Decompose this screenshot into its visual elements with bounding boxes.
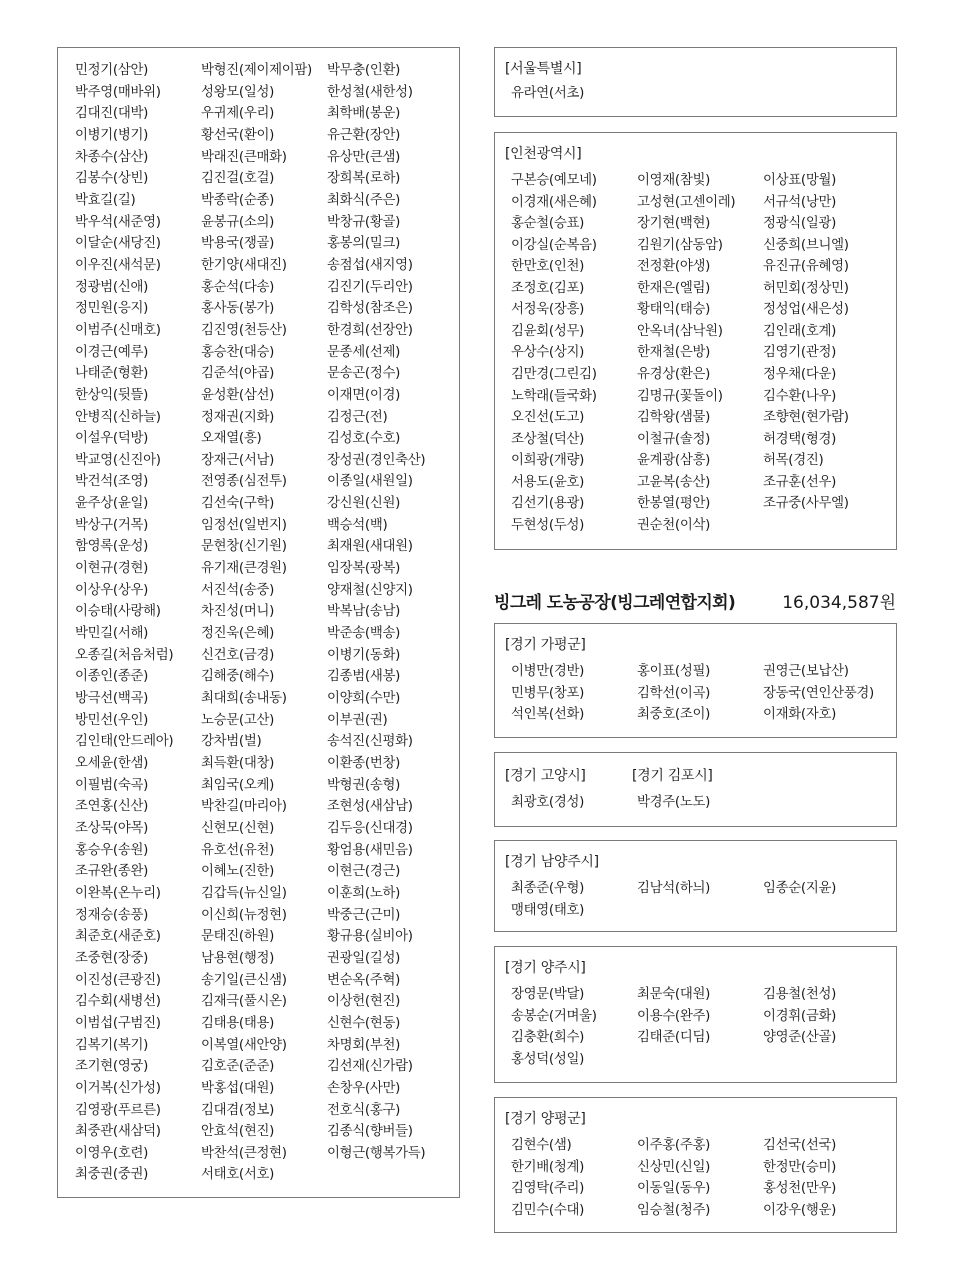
donor-name: 허민회(정상민) bbox=[763, 280, 849, 296]
donor-name: 신건호(금경) bbox=[201, 647, 275, 663]
section-title: 빙그레 도농공장(빙그레연합지회) bbox=[494, 593, 736, 613]
donor-name: 홍승우(송원) bbox=[75, 842, 149, 858]
donor-name: 조규완(종완) bbox=[75, 864, 149, 880]
donor-name: 오세윤(한샘) bbox=[75, 756, 149, 771]
donor-name: 노승문(고산) bbox=[201, 712, 275, 728]
donor-name: 임종순(지윤) bbox=[763, 881, 837, 896]
donor-name: 홍승찬(대승) bbox=[201, 344, 275, 360]
donor-name: 이경휘(금화) bbox=[763, 1008, 837, 1024]
donor-name: 유호선(유천) bbox=[201, 842, 275, 858]
donor-name: 한경희(선장안) bbox=[327, 322, 413, 338]
donor-name: 조중현(장중) bbox=[75, 950, 149, 966]
donor-name: 서정욱(장흥) bbox=[511, 302, 585, 318]
region-label: [인천광역시] bbox=[505, 146, 582, 162]
donor-name: 김선재(신가람) bbox=[327, 1059, 413, 1075]
donor-name: 조규훈(선우) bbox=[763, 474, 837, 490]
donor-name: 김정근(전) bbox=[327, 409, 388, 425]
donor-name: 이주홍(주홍) bbox=[637, 1138, 711, 1153]
donor-name: 김수환(나우) bbox=[763, 388, 837, 404]
donor-name: 조규중(사무엘) bbox=[763, 496, 849, 512]
donor-name: 김성호(수호) bbox=[327, 431, 401, 447]
left-column-3 bbox=[327, 60, 455, 1164]
donor-name: 송기일(큰신샘) bbox=[201, 972, 287, 988]
donor-name: 임승철(청주) bbox=[637, 1202, 711, 1218]
donor-name: 이강실(순복음) bbox=[511, 237, 597, 253]
donor-name: 문송곤(정수) bbox=[327, 366, 401, 382]
donor-name: 이희광(개량) bbox=[511, 453, 585, 469]
donor-name: 장재근(서남) bbox=[201, 452, 275, 468]
donor-name: 이설우(덕방) bbox=[75, 431, 149, 447]
donor-name: 유근환(장안) bbox=[327, 127, 401, 143]
donor-name: 이우진(새석문) bbox=[75, 257, 161, 273]
donor-name: 유기재(큰경원) bbox=[201, 561, 287, 577]
donor-name: 정우채(다운) bbox=[763, 366, 837, 382]
donor-name: 김태준(디딤) bbox=[637, 1030, 711, 1046]
donor-name: 전영종(심전투) bbox=[201, 474, 287, 490]
region-box-namyangju bbox=[494, 840, 897, 932]
donor-name: 박경주(노도) bbox=[637, 795, 711, 810]
donor-name: 서규석(낭만) bbox=[763, 194, 837, 210]
donor-name: 박찬석(큰정현) bbox=[201, 1145, 287, 1161]
donor-name: 문태진(하원) bbox=[201, 929, 275, 945]
region-box-gapyeong bbox=[494, 623, 897, 738]
donor-name: 김수회(새병선) bbox=[75, 994, 161, 1010]
region-box-goyang-gimpo bbox=[494, 752, 897, 827]
donor-name: 윤계광(삼흥) bbox=[637, 453, 711, 469]
donor-name: 유라연(서초) bbox=[511, 86, 585, 101]
donor-name: 김재극(풀시온) bbox=[201, 994, 287, 1010]
donor-name: 오진선(도고) bbox=[511, 410, 585, 426]
donor-name: 정민원(응지) bbox=[75, 301, 149, 317]
donor-name: 최광호(경성) bbox=[511, 795, 585, 810]
donor-name: 김인태(안드레아) bbox=[75, 734, 174, 750]
donor-name: 한재은(엘림) bbox=[637, 280, 711, 296]
donor-name: 안병직(신하늘) bbox=[75, 409, 161, 425]
region-label: [경기 양주시] bbox=[505, 960, 586, 976]
donor-name: 신중희(브니엘) bbox=[763, 237, 849, 253]
donor-name: 장기현(백현) bbox=[637, 216, 711, 232]
donor-name: 한만호(인천) bbox=[511, 259, 585, 275]
donor-name: 황엄용(새민음) bbox=[327, 842, 413, 858]
donor-name: 김대진(대박) bbox=[75, 106, 149, 122]
donor-name: 고윤복(송산) bbox=[637, 474, 711, 490]
donor-name: 이부권(권) bbox=[327, 712, 388, 728]
donor-name: 함영록(운성) bbox=[75, 539, 149, 555]
donor-name: 김진걸(호걸) bbox=[201, 171, 275, 187]
donor-name: 박형권(송형) bbox=[327, 777, 401, 793]
donor-name: 홍사동(봉가) bbox=[201, 301, 275, 317]
donor-name: 박형진(제이제이팜) bbox=[201, 63, 312, 78]
donor-name: 최중관(새삼덕) bbox=[75, 1124, 161, 1140]
donor-name: 김학선(이곡) bbox=[637, 685, 711, 701]
donor-name: 허목(경진) bbox=[763, 453, 824, 469]
donor-name: 이재면(이경) bbox=[327, 387, 401, 403]
donor-name: 이복열(새안양) bbox=[201, 1037, 287, 1053]
donor-name: 최준호(새준호) bbox=[75, 929, 161, 945]
donor-name: 박준송(백송) bbox=[327, 626, 401, 642]
donor-name: 이재화(자호) bbox=[763, 707, 837, 723]
donor-name: 민정기(삼안) bbox=[75, 63, 149, 78]
donor-name: 남용현(행정) bbox=[201, 950, 275, 966]
donor-name: 조향현(현가람) bbox=[763, 410, 849, 426]
donor-name: 나태준(형환) bbox=[75, 366, 149, 382]
donor-name: 양영준(산골) bbox=[763, 1030, 837, 1046]
donor-name: 권순천(이삭) bbox=[637, 517, 711, 533]
donor-name: 김원기(삼동암) bbox=[637, 237, 723, 253]
donor-name: 김종식(향버들) bbox=[327, 1124, 413, 1140]
donor-name: 조상묵(야목) bbox=[75, 820, 149, 836]
donor-name: 성왕모(일성) bbox=[201, 84, 275, 100]
donor-name: 박복남(송남) bbox=[327, 604, 401, 620]
donor-name: 장동국(연인산풍경) bbox=[763, 685, 874, 701]
donor-name: 황규용(실비아) bbox=[327, 929, 413, 945]
section-amount: 16,034,587원 bbox=[782, 593, 896, 613]
donor-name: 홍순석(다송) bbox=[201, 279, 275, 295]
donor-name: 김진영(천등산) bbox=[201, 322, 287, 338]
donor-name: 권광일(길성) bbox=[327, 950, 401, 966]
donor-name: 이용수(완주) bbox=[637, 1008, 711, 1024]
donor-name: 방민선(우인) bbox=[75, 712, 149, 728]
donor-name: 이달순(새당진) bbox=[75, 236, 161, 252]
donor-name: 이승태(사랑해) bbox=[75, 604, 161, 620]
donor-name: 정재승(송풍) bbox=[75, 907, 149, 923]
region-label: [서울특별시] bbox=[505, 61, 582, 77]
donor-name: 김두응(신대경) bbox=[327, 820, 413, 836]
donor-name: 김복기(복기) bbox=[75, 1037, 149, 1053]
donor-name: 김인래(호계) bbox=[763, 323, 837, 339]
donor-name: 한상익(뒷뜰) bbox=[75, 387, 149, 403]
donor-name: 이형근(행복가득) bbox=[327, 1145, 426, 1161]
donor-name: 이완복(온누리) bbox=[75, 885, 161, 901]
donor-name: 황태익(태승) bbox=[637, 302, 711, 318]
donor-name: 박찬길(마리아) bbox=[201, 799, 287, 815]
donor-name: 김선숙(구학) bbox=[201, 496, 275, 512]
donor-name: 박중근(근미) bbox=[327, 907, 401, 923]
donor-name: 최임국(오케) bbox=[201, 777, 275, 793]
donor-name: 이상우(상우) bbox=[75, 582, 149, 598]
donor-name: 석인복(선화) bbox=[511, 707, 585, 723]
donor-name: 이병만(경반) bbox=[511, 664, 585, 679]
donor-name: 이동일(동우) bbox=[637, 1181, 711, 1197]
donor-name: 이환종(번창) bbox=[327, 756, 401, 771]
donor-name: 조현성(새삼남) bbox=[327, 799, 413, 815]
donor-name: 양재철(신양지) bbox=[327, 582, 413, 598]
donor-name: 박교영(신진아) bbox=[75, 452, 161, 468]
donor-name: 강신원(신원) bbox=[327, 496, 401, 512]
donor-name: 김선국(선국) bbox=[763, 1138, 837, 1153]
region-label: [경기 가평군] bbox=[505, 637, 586, 653]
donor-name: 정광식(일광) bbox=[763, 216, 837, 232]
donor-name: 박건석(조영) bbox=[75, 474, 149, 490]
donor-name: 유경상(환은) bbox=[637, 366, 711, 382]
donor-name: 박주영(매바위) bbox=[75, 84, 161, 100]
donor-name: 김선기(용광) bbox=[511, 496, 585, 512]
donor-name: 김준석(야곱) bbox=[201, 366, 275, 382]
donor-name: 노학래(들국화) bbox=[511, 388, 597, 404]
donor-name: 서용도(윤호) bbox=[511, 474, 585, 490]
donor-name: 김윤회(성무) bbox=[511, 323, 585, 339]
donor-name: 박창규(황골) bbox=[327, 214, 401, 230]
donor-name: 김현수(샘) bbox=[511, 1138, 572, 1153]
donor-name: 이범섭(구범진) bbox=[75, 1015, 161, 1031]
donor-name: 한재철(은방) bbox=[637, 345, 711, 361]
donor-name: 최재원(새대원) bbox=[327, 539, 413, 555]
donor-name: 이병기(동화) bbox=[327, 647, 401, 663]
donor-name: 이상헌(현진) bbox=[327, 994, 401, 1010]
donor-name: 이상표(망월) bbox=[763, 173, 837, 188]
donor-name: 박래진(큰매화) bbox=[201, 149, 287, 165]
donor-name: 이경근(예루) bbox=[75, 344, 149, 360]
donor-name: 유상만(큰샘) bbox=[327, 149, 401, 165]
donor-name: 김갑득(뉴신일) bbox=[201, 885, 287, 901]
donor-name: 이종인(종준) bbox=[75, 669, 149, 685]
donor-name: 이병기(병기) bbox=[75, 127, 149, 143]
donor-name: 임장복(광복) bbox=[327, 561, 401, 577]
donor-name: 이혜노(진한) bbox=[201, 864, 275, 880]
donor-name: 안효석(현진) bbox=[201, 1124, 275, 1140]
donor-name: 조상철(덕산) bbox=[511, 431, 585, 447]
donor-name: 맹태영(태호) bbox=[511, 902, 585, 918]
donor-name: 이종일(새원일) bbox=[327, 474, 413, 490]
donor-name: 이철규(솔정) bbox=[637, 431, 711, 447]
donor-name: 이양희(수만) bbox=[327, 691, 401, 707]
donor-name: 이진성(큰광진) bbox=[75, 972, 161, 988]
donor-name: 정광범(신애) bbox=[75, 279, 149, 295]
donor-name: 이현규(경현) bbox=[75, 561, 149, 577]
donor-name: 홍순철(승표) bbox=[511, 216, 585, 232]
donor-name: 허경택(형경) bbox=[763, 431, 837, 447]
donor-name: 문종세(선제) bbox=[327, 344, 401, 360]
donor-name: 김해중(해수) bbox=[201, 669, 275, 685]
donor-name: 이거복(신가성) bbox=[75, 1080, 161, 1096]
donor-name: 윤주상(윤일) bbox=[75, 496, 149, 512]
donor-name: 전호식(홍구) bbox=[327, 1102, 401, 1118]
donor-name: 문현창(신기원) bbox=[201, 539, 287, 555]
left-column-1 bbox=[75, 60, 203, 1186]
region-label: [경기 남양주시] bbox=[505, 854, 599, 870]
donor-name: 차진성(머니) bbox=[201, 604, 275, 620]
donor-name: 신현모(신현) bbox=[201, 820, 275, 836]
donor-name: 우귀제(우리) bbox=[201, 106, 275, 122]
donor-name: 신상민(신일) bbox=[637, 1159, 711, 1175]
donor-name: 박용국(쟁골) bbox=[201, 236, 275, 252]
donor-name: 박민길(서해) bbox=[75, 626, 149, 642]
donor-name: 이경재(새은혜) bbox=[511, 194, 597, 210]
donor-name: 김진기(두리안) bbox=[327, 279, 413, 295]
region-label: [경기 고양시] bbox=[505, 768, 586, 784]
donor-name: 한기배(청계) bbox=[511, 1159, 585, 1175]
donor-name: 유진규(유혜영) bbox=[763, 259, 849, 275]
donor-name: 강차범(벌) bbox=[201, 734, 262, 750]
donor-name: 김호준(준준) bbox=[201, 1059, 275, 1075]
donor-name: 김만경(그린김) bbox=[511, 366, 597, 382]
donor-name: 이영우(호련) bbox=[75, 1145, 149, 1161]
donor-name: 송봉순(거며울) bbox=[511, 1008, 597, 1024]
donor-name: 홍봉의(밀크) bbox=[327, 236, 401, 252]
donor-name: 한봉열(평안) bbox=[637, 496, 711, 512]
donor-name: 김대겸(정보) bbox=[201, 1102, 275, 1118]
donor-name: 서태호(서호) bbox=[201, 1167, 275, 1183]
donor-name: 최문숙(대원) bbox=[637, 987, 711, 1002]
donor-name: 김남석(하늬) bbox=[637, 881, 711, 896]
donor-name: 김민수(수대) bbox=[511, 1202, 585, 1218]
donor-name: 한성철(새한성) bbox=[327, 84, 413, 100]
region-box-yangju bbox=[494, 946, 897, 1083]
donor-name: 최중호(조이) bbox=[637, 707, 711, 723]
donor-name: 윤봉규(소의) bbox=[201, 214, 275, 230]
donor-name: 김충환(희수) bbox=[511, 1030, 585, 1046]
region-box-incheon bbox=[494, 132, 897, 550]
region-label-secondary: [경기 김포시] bbox=[632, 768, 713, 784]
donor-name: 윤성환(삼선) bbox=[201, 387, 275, 403]
donor-name: 최득환(대창) bbox=[201, 756, 275, 771]
donor-name: 오재열(흥) bbox=[201, 431, 262, 447]
donor-name: 이필범(숙곡) bbox=[75, 777, 149, 793]
donor-name: 장성권(경인축산) bbox=[327, 452, 426, 468]
donor-name: 최종준(우형) bbox=[511, 881, 585, 896]
donor-name: 신현수(현동) bbox=[327, 1015, 401, 1031]
donor-name: 오종길(처음처럼) bbox=[75, 647, 174, 663]
left-donor-box bbox=[57, 47, 460, 1198]
donor-name: 전정환(야생) bbox=[637, 259, 711, 275]
donor-name: 안옥녀(삼낙원) bbox=[637, 323, 723, 339]
donor-name: 홍성덕(성일) bbox=[511, 1051, 585, 1067]
donor-name: 김영기(관정) bbox=[763, 345, 837, 361]
donor-name: 최대희(송내동) bbox=[201, 691, 287, 707]
donor-name: 고성현(고센이레) bbox=[637, 194, 736, 210]
donor-name: 우상수(상지) bbox=[511, 345, 585, 361]
donor-name: 두현성(두성) bbox=[511, 517, 585, 533]
donor-name: 박효길(길) bbox=[75, 192, 136, 208]
donor-name: 정재권(지화) bbox=[201, 409, 275, 425]
donor-name: 차명회(부천) bbox=[327, 1037, 401, 1053]
donor-name: 차종수(삼산) bbox=[75, 149, 149, 165]
donor-name: 김명규(꽃돌이) bbox=[637, 388, 723, 404]
donor-name: 김학왕(샘물) bbox=[637, 410, 711, 426]
donor-name: 김영광(푸르른) bbox=[75, 1102, 161, 1118]
donor-name: 김종범(새봉) bbox=[327, 669, 401, 685]
donor-name: 김용철(천성) bbox=[763, 987, 837, 1002]
donor-name: 이영재(참빛) bbox=[637, 173, 711, 188]
donor-name: 조정호(김포) bbox=[511, 280, 585, 296]
donor-name: 서진석(송중) bbox=[201, 582, 275, 598]
donor-name: 임정선(일번지) bbox=[201, 517, 287, 533]
donor-name: 권영근(보납산) bbox=[763, 664, 849, 679]
donor-name: 홍이표(성필) bbox=[637, 664, 711, 679]
donor-name: 송석진(신평화) bbox=[327, 734, 413, 750]
donor-name: 이신희(뉴정현) bbox=[201, 907, 287, 923]
donor-name: 조기현(영궁) bbox=[75, 1059, 149, 1075]
donor-name: 김봉수(상빈) bbox=[75, 171, 149, 187]
donor-name: 이범주(신매호) bbox=[75, 322, 161, 338]
region-box-yangpyeong bbox=[494, 1097, 897, 1233]
donor-name: 장희복(로하) bbox=[327, 171, 401, 187]
donor-name: 이현근(경근) bbox=[327, 864, 401, 880]
donor-name: 김학성(참조은) bbox=[327, 301, 413, 317]
donor-name: 이훈희(노하) bbox=[327, 885, 401, 901]
donor-name: 방극선(백곡) bbox=[75, 691, 149, 707]
donor-name: 손창우(사만) bbox=[327, 1080, 401, 1096]
donor-name: 홍성천(만우) bbox=[763, 1181, 837, 1197]
donor-name: 최학배(봉운) bbox=[327, 106, 401, 122]
donor-name: 구본승(예모네) bbox=[511, 173, 597, 188]
region-box-seoul bbox=[494, 47, 897, 117]
donor-name: 조연홍(신산) bbox=[75, 799, 149, 815]
donor-name: 변순옥(주혁) bbox=[327, 972, 401, 988]
left-column-2 bbox=[201, 60, 329, 1186]
donor-name: 최중권(중권) bbox=[75, 1167, 149, 1183]
donor-name: 정성업(새은성) bbox=[763, 302, 849, 318]
donor-name: 백승석(백) bbox=[327, 517, 388, 533]
donor-name: 황선국(환이) bbox=[201, 127, 275, 143]
donor-name: 최화식(주은) bbox=[327, 192, 401, 208]
region-label: [경기 양평군] bbox=[505, 1111, 586, 1127]
donor-name: 장영문(박달) bbox=[511, 987, 585, 1002]
donor-name: 박우석(새준영) bbox=[75, 214, 161, 230]
donor-name: 민병무(창포) bbox=[511, 685, 585, 701]
donor-name: 한기양(새대진) bbox=[201, 257, 287, 273]
donor-name: 이강우(행운) bbox=[763, 1202, 837, 1218]
donor-name: 김태용(태용) bbox=[201, 1015, 275, 1031]
donor-name: 한정만(승미) bbox=[763, 1159, 837, 1175]
donor-name: 박종락(순종) bbox=[201, 192, 275, 208]
donor-name: 박홍섭(대원) bbox=[201, 1080, 275, 1096]
donor-name: 정진욱(은혜) bbox=[201, 626, 275, 642]
donor-name: 박상구(거목) bbox=[75, 517, 149, 533]
donor-name: 김영탁(주리) bbox=[511, 1181, 585, 1197]
donor-name: 송점섭(새지영) bbox=[327, 257, 413, 273]
donor-name: 박무충(인환) bbox=[327, 63, 401, 78]
